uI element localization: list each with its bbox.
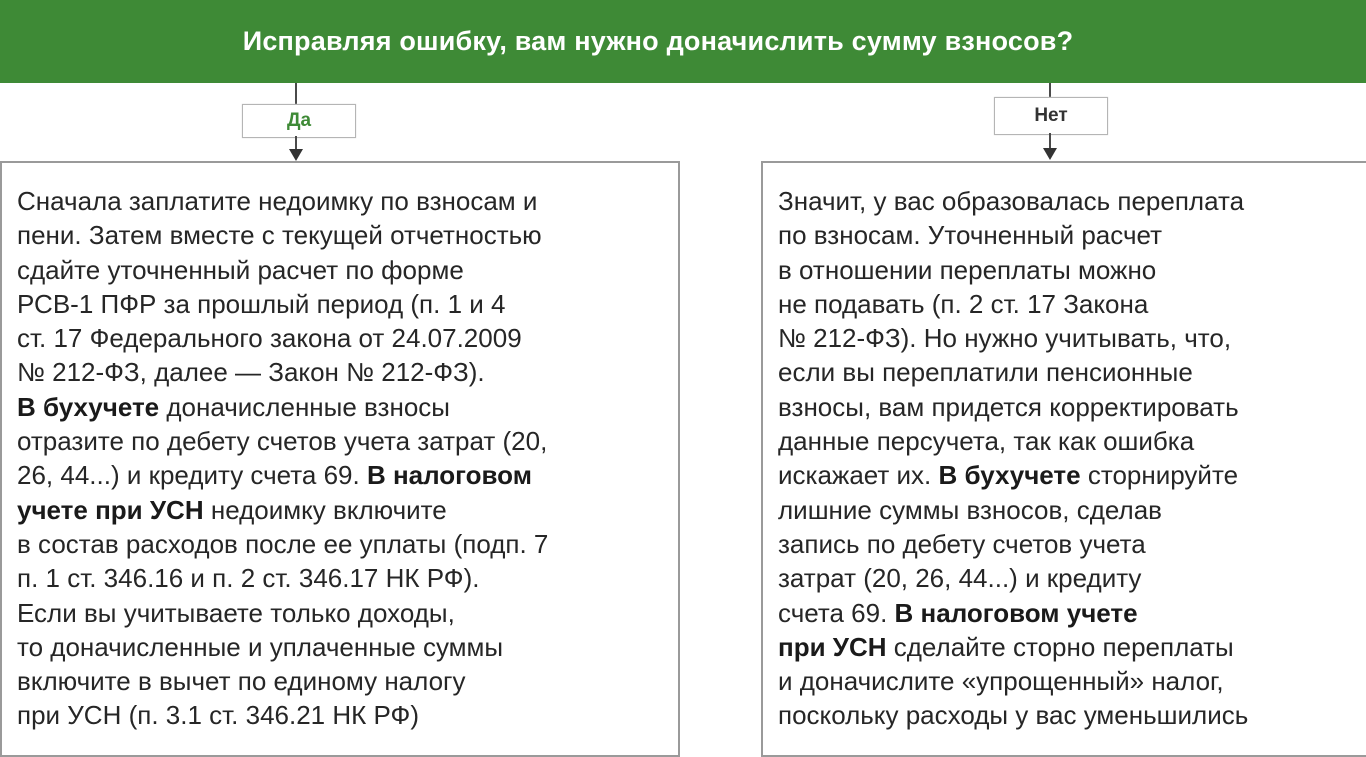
no-line: взносы, вам придется корректировать	[778, 391, 1239, 422]
yes-line: Если вы учитываете только доходы,	[17, 597, 455, 628]
yes-line: то доначисленные и уплаченные суммы	[17, 631, 504, 662]
yes-line: Сначала заплатите недоимку по взносам и	[17, 186, 538, 216]
question-banner	[0, 0, 1366, 83]
yes-line: РСВ-1 ПФР за прошлый период (п. 1 и 4	[17, 288, 506, 319]
no-line: счета 69. В налоговом учете	[778, 597, 1138, 628]
yes-line: сдайте уточненный расчет по форме	[17, 254, 464, 285]
yes-line: учете при УСН недоимку включите	[17, 494, 447, 525]
no-line: искажает их. В бухучете сторнируйте	[778, 460, 1239, 491]
no-label-box	[994, 97, 1108, 135]
yes-outcome-box	[0, 161, 680, 757]
yes-line: пени. Затем вместе с текущей отчетностью	[17, 220, 542, 251]
yes-arrow-icon	[289, 149, 303, 161]
yes-line: включите в вычет по единому налогу	[17, 666, 466, 697]
yes-line: в состав расходов после ее уплаты (подп. 7	[17, 528, 549, 559]
no-label: Нет	[1034, 105, 1068, 126]
no-tax-heading-cont: при УСН	[778, 631, 887, 662]
yes-label-box	[242, 104, 356, 138]
no-line: запись по дебету счетов учета	[778, 528, 1146, 559]
no-connector-top	[1049, 83, 1051, 97]
no-line: данные персучета, так как ошибка	[778, 426, 1195, 457]
no-accounting-heading: В бухучете	[938, 460, 1081, 491]
yes-tax-heading: В налоговом	[366, 460, 532, 491]
yes-tax-heading-cont: учете при УСН	[17, 494, 204, 525]
no-line: не подавать (п. 2 ст. 17 Закона	[778, 288, 1149, 319]
question-text: Исправляя ошибку, вам нужно доначислить сумму взносов?	[242, 26, 1074, 56]
no-line: лишние суммы взносов, сделав	[778, 494, 1162, 525]
yes-line: ст. 17 Федерального закона от 24.07.2009	[17, 323, 522, 354]
no-line: № 212-ФЗ). Но нужно учитывать, что,	[778, 323, 1232, 354]
yes-accounting-heading: В бухучете	[17, 391, 160, 422]
no-connector-bottom	[1049, 133, 1051, 149]
yes-line: при УСН (п. 3.1 ст. 346.21 НК РФ)	[17, 700, 419, 731]
no-line: затрат (20, 26, 44...) и кредиту	[778, 563, 1142, 594]
yes-line: В бухучете доначисленные взносы	[17, 391, 450, 422]
no-line: в отношении переплаты можно	[778, 254, 1157, 285]
no-line: и доначислите «упрощенный» налог,	[778, 666, 1224, 697]
no-tax-heading: В налоговом учете	[894, 597, 1138, 628]
yes-line: № 212-ФЗ, далее — Закон № 212-ФЗ).	[17, 357, 485, 388]
yes-line: п. 1 ст. 346.16 и п. 2 ст. 346.17 НК РФ).	[17, 563, 480, 594]
no-line: по взносам. Уточненный расчет	[778, 220, 1163, 251]
yes-label: Да	[286, 110, 312, 131]
yes-line: отразите по дебету счетов учета затрат (20,	[17, 426, 548, 457]
no-arrow-icon	[1043, 148, 1057, 160]
yes-connector-top	[295, 83, 297, 104]
no-line: поскольку расходы у вас уменьшились	[778, 700, 1249, 731]
yes-connector-bottom	[295, 136, 297, 150]
no-outcome-box	[761, 161, 1366, 757]
no-line: при УСН сделайте сторно переплаты	[778, 631, 1234, 662]
no-line: если вы переплатили пенсионные	[778, 357, 1193, 388]
no-line: Значит, у вас образовалась переплата	[778, 186, 1245, 216]
yes-line: 26, 44...) и кредиту счета 69. В налоговом	[17, 460, 532, 491]
